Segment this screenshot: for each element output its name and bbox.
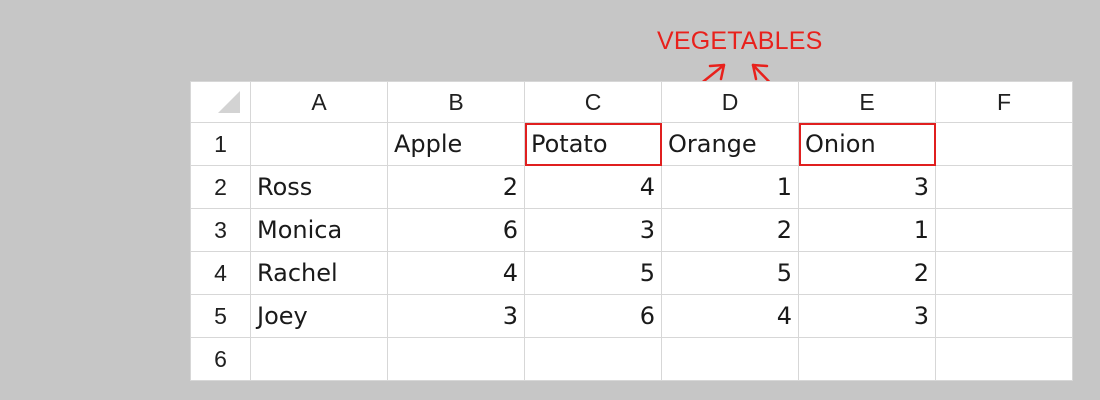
cell-a6[interactable] — [251, 338, 388, 381]
column-header-f[interactable]: F — [936, 82, 1073, 123]
cell-e1[interactable]: Onion — [799, 123, 936, 166]
cell-e5[interactable]: 3 — [799, 295, 936, 338]
cell-e4[interactable]: 2 — [799, 252, 936, 295]
cell-a4[interactable]: Rachel — [251, 252, 388, 295]
cell-f3[interactable] — [936, 209, 1073, 252]
column-header-a[interactable]: A — [251, 82, 388, 123]
cell-c1[interactable]: Potato — [525, 123, 662, 166]
cell-a3[interactable]: Monica — [251, 209, 388, 252]
cell-a1[interactable] — [251, 123, 388, 166]
spreadsheet-grid — [190, 81, 1073, 381]
column-header-d[interactable]: D — [662, 82, 799, 123]
column-header-c[interactable]: C — [525, 82, 662, 123]
cell-d5[interactable]: 4 — [662, 295, 799, 338]
row-header-2[interactable]: 2 — [191, 166, 251, 209]
sheet-row-4 — [191, 252, 1073, 295]
row-header-4[interactable]: 4 — [191, 252, 251, 295]
select-all-triangle-icon — [218, 91, 240, 113]
cell-b1[interactable]: Apple — [388, 123, 525, 166]
cell-c2[interactable]: 4 — [525, 166, 662, 209]
cell-e2[interactable]: 3 — [799, 166, 936, 209]
cell-f2[interactable] — [936, 166, 1073, 209]
cell-b2[interactable]: 2 — [388, 166, 525, 209]
row-header-1[interactable]: 1 — [191, 123, 251, 166]
cell-c3[interactable]: 3 — [525, 209, 662, 252]
column-header-b[interactable]: B — [388, 82, 525, 123]
vegetables-annotation-label: VEGETABLES — [657, 27, 823, 55]
cell-a2[interactable]: Ross — [251, 166, 388, 209]
cell-f5[interactable] — [936, 295, 1073, 338]
cell-f4[interactable] — [936, 252, 1073, 295]
cell-d3[interactable]: 2 — [662, 209, 799, 252]
row-header-3[interactable]: 3 — [191, 209, 251, 252]
sheet-row-5 — [191, 295, 1073, 338]
cell-b3[interactable]: 6 — [388, 209, 525, 252]
sheet-row-1 — [191, 123, 1073, 166]
cell-f1[interactable] — [936, 123, 1073, 166]
row-header-6[interactable]: 6 — [191, 338, 251, 381]
cell-d2[interactable]: 1 — [662, 166, 799, 209]
cell-b6[interactable] — [388, 338, 525, 381]
sheet-row-6 — [191, 338, 1073, 381]
cell-b5[interactable]: 3 — [388, 295, 525, 338]
sheet-row-2 — [191, 166, 1073, 209]
cell-c6[interactable] — [525, 338, 662, 381]
sheet-row-3 — [191, 209, 1073, 252]
cell-f6[interactable] — [936, 338, 1073, 381]
select-all-corner[interactable] — [191, 82, 251, 123]
cell-e3[interactable]: 1 — [799, 209, 936, 252]
column-header-e[interactable]: E — [799, 82, 936, 123]
row-header-5[interactable]: 5 — [191, 295, 251, 338]
cell-c5[interactable]: 6 — [525, 295, 662, 338]
column-header-row — [191, 82, 1073, 123]
cell-d6[interactable] — [662, 338, 799, 381]
cell-e6[interactable] — [799, 338, 936, 381]
cell-b4[interactable]: 4 — [388, 252, 525, 295]
cell-d4[interactable]: 5 — [662, 252, 799, 295]
cell-c4[interactable]: 5 — [525, 252, 662, 295]
cell-d1[interactable]: Orange — [662, 123, 799, 166]
cell-a5[interactable]: Joey — [251, 295, 388, 338]
